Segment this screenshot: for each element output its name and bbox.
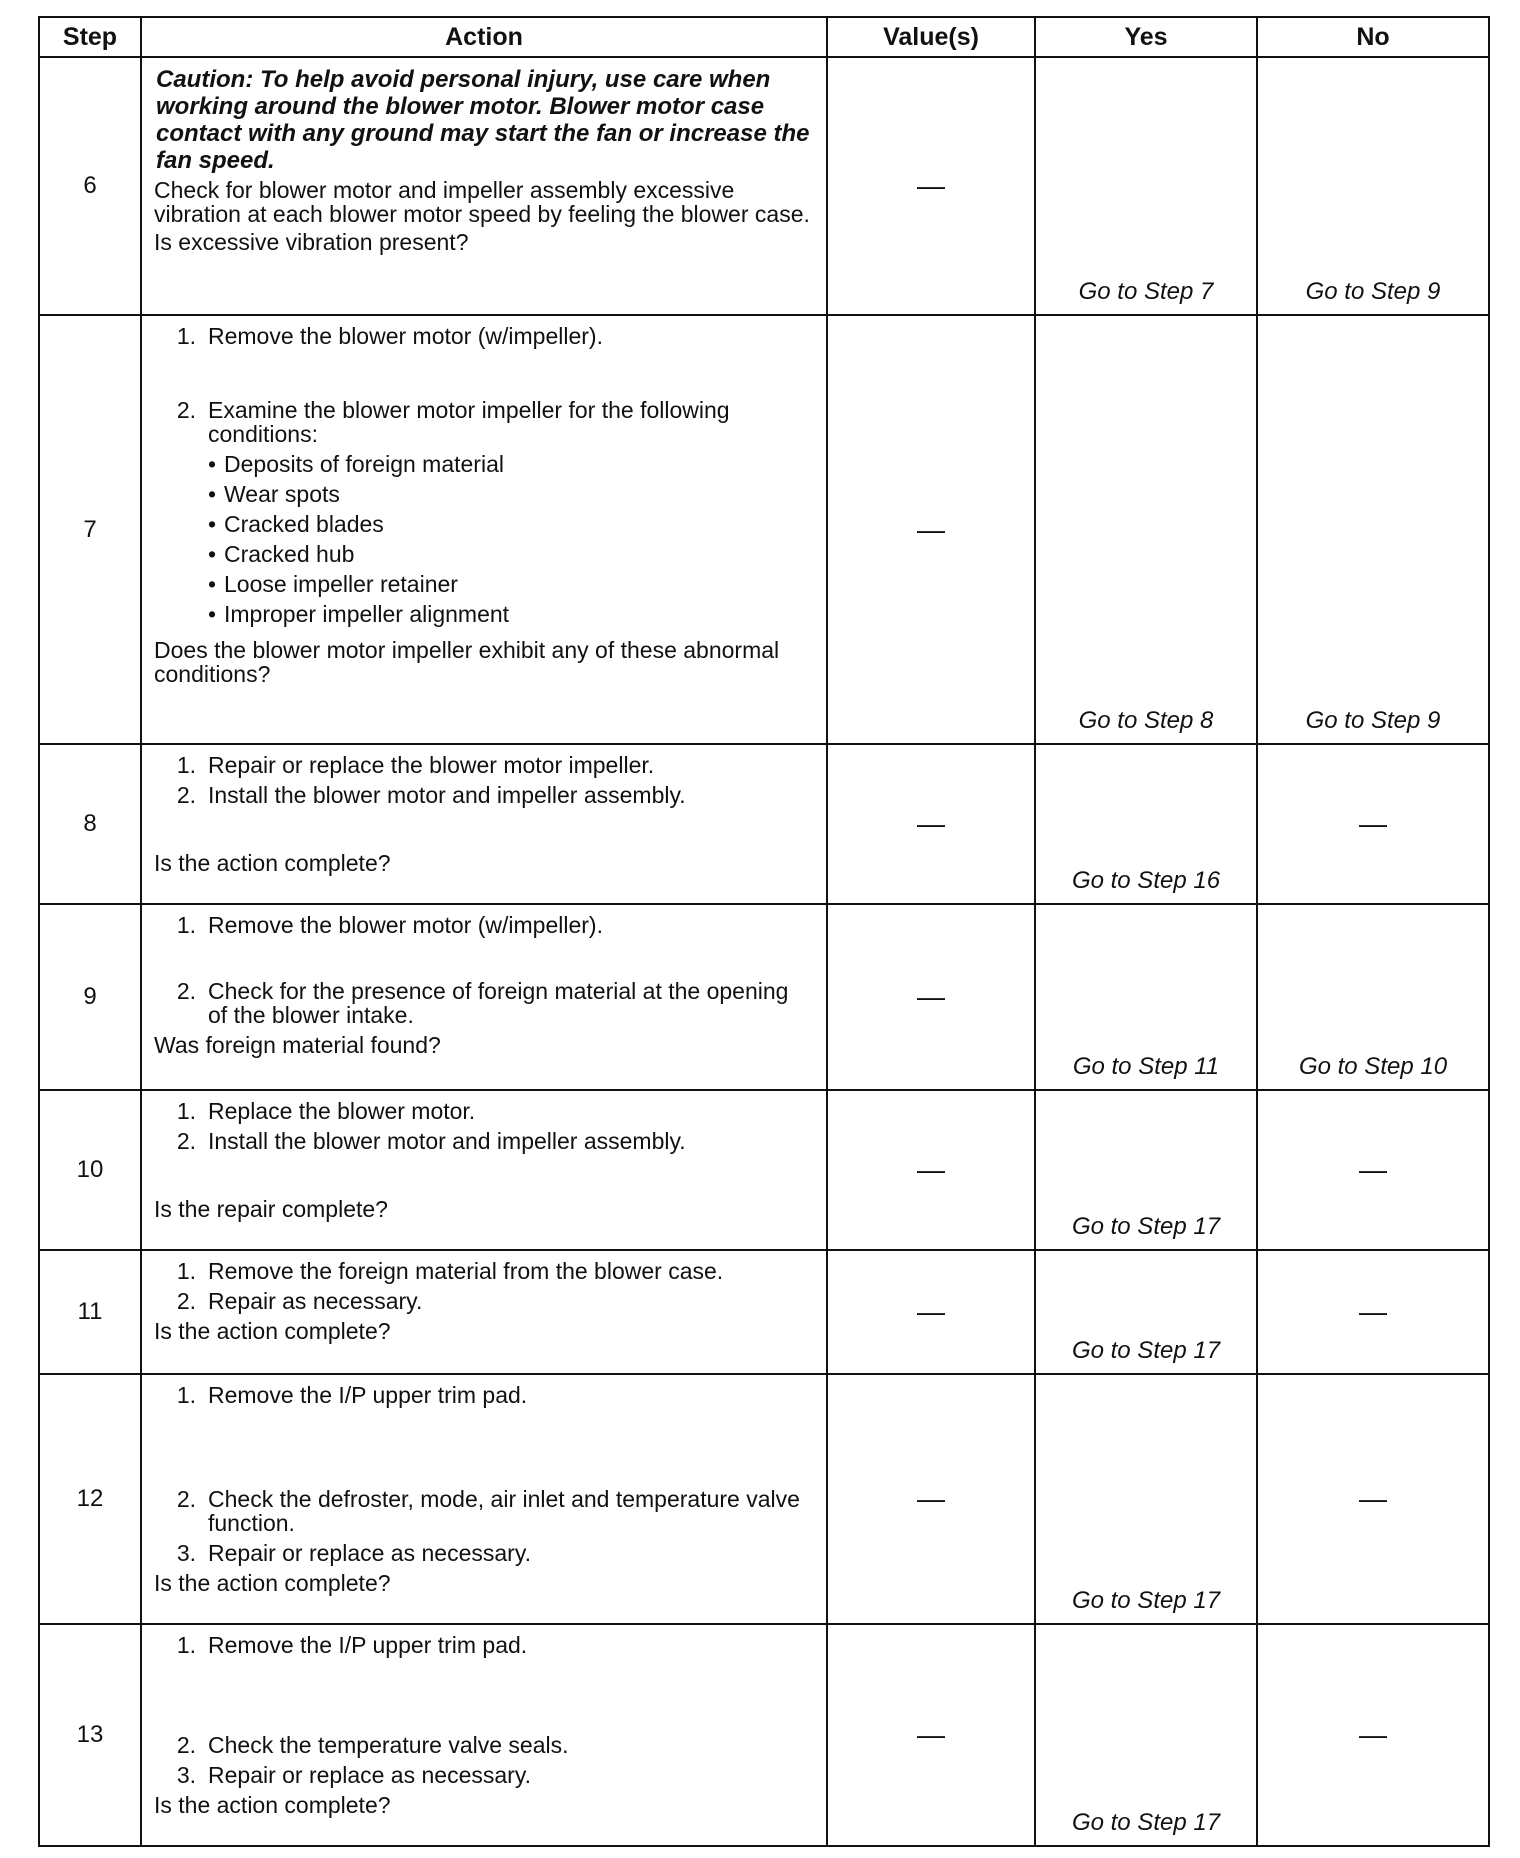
item-number: 1. (176, 1382, 196, 1408)
list-item: • Improper impeller alignment (208, 601, 510, 627)
item-number: 2. (176, 1128, 196, 1154)
header-step: Step (39, 17, 141, 57)
action-steps (154, 1259, 812, 1313)
action-question: Is the repair complete? (154, 1196, 388, 1222)
list-item (154, 783, 812, 807)
action-cell (141, 1250, 827, 1374)
header-yes: Yes (1035, 17, 1257, 57)
header-action: Action (141, 17, 827, 57)
no-cell: — (1257, 1624, 1489, 1846)
value-cell: — (827, 904, 1035, 1090)
item-number: 2. (176, 1732, 196, 1758)
bullet-text: Wear spots (224, 481, 340, 507)
list-item: • Loose impeller retainer (208, 571, 458, 597)
item-number: 3. (176, 1762, 196, 1788)
list-item (154, 1129, 812, 1153)
item-text: Remove the blower motor (w/impeller). (208, 912, 603, 938)
action-steps (154, 1633, 812, 1787)
list-item (154, 1383, 812, 1407)
action-question: Is excessive vibration present? (154, 229, 469, 255)
list-item: • Deposits of foreign material (208, 451, 504, 477)
action-cell (141, 315, 827, 744)
list-item (154, 913, 812, 937)
bullet-text: Loose impeller retainer (224, 571, 458, 597)
no-cell: Go to Step 9 (1257, 57, 1489, 315)
no-cell: Go to Step 10 (1257, 904, 1489, 1090)
table-row (39, 904, 1489, 1090)
item-text-content: Examine the blower motor impeller for the following conditions: (208, 397, 730, 447)
action-question: Is the action complete? (154, 1792, 391, 1818)
item-text: Repair as necessary. (208, 1288, 423, 1314)
value-cell: — (827, 744, 1035, 904)
action-question: Is the action complete? (154, 850, 391, 876)
action-cell (141, 1090, 827, 1250)
list-item (154, 753, 812, 777)
list-item (154, 324, 812, 348)
step-number: 6 (39, 57, 141, 315)
value-cell: — (827, 1374, 1035, 1624)
table-row (39, 1624, 1489, 1846)
item-text: Replace the blower motor. (208, 1098, 476, 1124)
item-number: 1. (176, 323, 196, 349)
yes-cell: Go to Step 11 (1035, 904, 1257, 1090)
item-text: Install the blower motor and impeller assembly. (208, 1128, 686, 1154)
yes-cell: Go to Step 7 (1035, 57, 1257, 315)
no-cell: — (1257, 744, 1489, 904)
table-row (39, 1374, 1489, 1624)
list-item (154, 979, 812, 1027)
item-number: 1. (176, 1258, 196, 1284)
value-cell: — (827, 1250, 1035, 1374)
table-row (39, 1250, 1489, 1374)
condition-list (208, 452, 812, 626)
action-cell (141, 744, 827, 904)
table-row (39, 315, 1489, 744)
step-number: 13 (39, 1624, 141, 1846)
yes-cell: Go to Step 17 (1035, 1090, 1257, 1250)
no-cell: Go to Step 9 (1257, 315, 1489, 744)
step-number: 10 (39, 1090, 141, 1250)
item-text: Repair or replace as necessary. (208, 1762, 531, 1788)
item-number: 1. (176, 912, 196, 938)
item-text: Repair or replace as necessary. (208, 1540, 531, 1566)
list-item (154, 1259, 812, 1283)
action-cell (141, 57, 827, 315)
item-text: Repair or replace the blower motor impeller. (208, 752, 655, 778)
diagnostic-table (38, 16, 1490, 1847)
action-steps (154, 1099, 812, 1153)
bullet-text: Cracked blades (224, 511, 384, 537)
yes-cell: Go to Step 17 (1035, 1374, 1257, 1624)
item-number: 2. (176, 397, 196, 423)
item-number: 1. (176, 1098, 196, 1124)
header-no: No (1257, 17, 1489, 57)
header-values: Value(s) (827, 17, 1035, 57)
value-cell: — (827, 57, 1035, 315)
action-question: Does the blower motor impeller exhibit any of these abnormal conditions? (154, 637, 780, 687)
item-text (208, 398, 812, 632)
table-row (39, 57, 1489, 315)
list-item (154, 398, 812, 632)
bullet-text: Improper impeller alignment (224, 601, 510, 627)
yes-cell: Go to Step 17 (1035, 1250, 1257, 1374)
caution-text: Caution: To help avoid personal injury, use care when working around the blower motor. Blower motor case contact with any ground may start the fan or increase the fan speed. (156, 66, 810, 174)
item-text: Remove the blower motor (w/impeller). (208, 323, 603, 349)
action-question: Is the action complete? (154, 1318, 391, 1344)
item-text: Remove the foreign material from the blower case. (208, 1258, 724, 1284)
action-steps (154, 753, 812, 807)
table-row (39, 1090, 1489, 1250)
no-cell: — (1257, 1090, 1489, 1250)
list-item (154, 1289, 812, 1313)
list-item (154, 1633, 812, 1657)
item-text: Check the temperature valve seals. (208, 1732, 569, 1758)
value-cell: — (827, 1090, 1035, 1250)
item-text: Install the blower motor and impeller assembly. (208, 782, 686, 808)
list-item: • Cracked blades (208, 511, 384, 537)
action-steps (154, 324, 812, 632)
item-number: 2. (176, 978, 196, 1004)
yes-cell: Go to Step 17 (1035, 1624, 1257, 1846)
action-question: Is the action complete? (154, 1570, 391, 1596)
no-cell: — (1257, 1374, 1489, 1624)
action-paragraph: Check for blower motor and impeller assembly excessive vibration at each blower motor speed by feeling the blower case. (154, 177, 810, 227)
action-cell (141, 1374, 827, 1624)
item-number: 2. (176, 1486, 196, 1512)
value-cell: — (827, 315, 1035, 744)
item-text: Check for the presence of foreign material at the opening of the blower intake. (208, 978, 789, 1028)
step-number: 8 (39, 744, 141, 904)
action-steps (154, 1383, 812, 1565)
item-number: 2. (176, 1288, 196, 1314)
value-cell: — (827, 1624, 1035, 1846)
step-number: 12 (39, 1374, 141, 1624)
action-steps (154, 913, 812, 1027)
list-item (154, 1099, 812, 1123)
list-item: • Cracked hub (208, 541, 355, 567)
yes-cell: Go to Step 8 (1035, 315, 1257, 744)
action-cell (141, 904, 827, 1090)
list-item (154, 1541, 812, 1565)
yes-cell: Go to Step 16 (1035, 744, 1257, 904)
step-number: 9 (39, 904, 141, 1090)
list-item (154, 1487, 812, 1535)
step-number: 11 (39, 1250, 141, 1374)
table-row (39, 744, 1489, 904)
item-number: 1. (176, 752, 196, 778)
step-number: 7 (39, 315, 141, 744)
item-number: 1. (176, 1632, 196, 1658)
list-item: • Wear spots (208, 481, 340, 507)
item-text: Remove the I/P upper trim pad. (208, 1382, 528, 1408)
item-text: Remove the I/P upper trim pad. (208, 1632, 528, 1658)
list-item (154, 1763, 812, 1787)
item-number: 3. (176, 1540, 196, 1566)
bullet-text: Deposits of foreign material (224, 451, 504, 477)
list-item (154, 1733, 812, 1757)
bullet-text: Cracked hub (224, 541, 355, 567)
no-cell: — (1257, 1250, 1489, 1374)
action-question: Was foreign material found? (154, 1032, 441, 1058)
item-text: Check the defroster, mode, air inlet and temperature valve function. (208, 1486, 800, 1536)
action-cell (141, 1624, 827, 1846)
item-number: 2. (176, 782, 196, 808)
header-row (39, 17, 1489, 57)
